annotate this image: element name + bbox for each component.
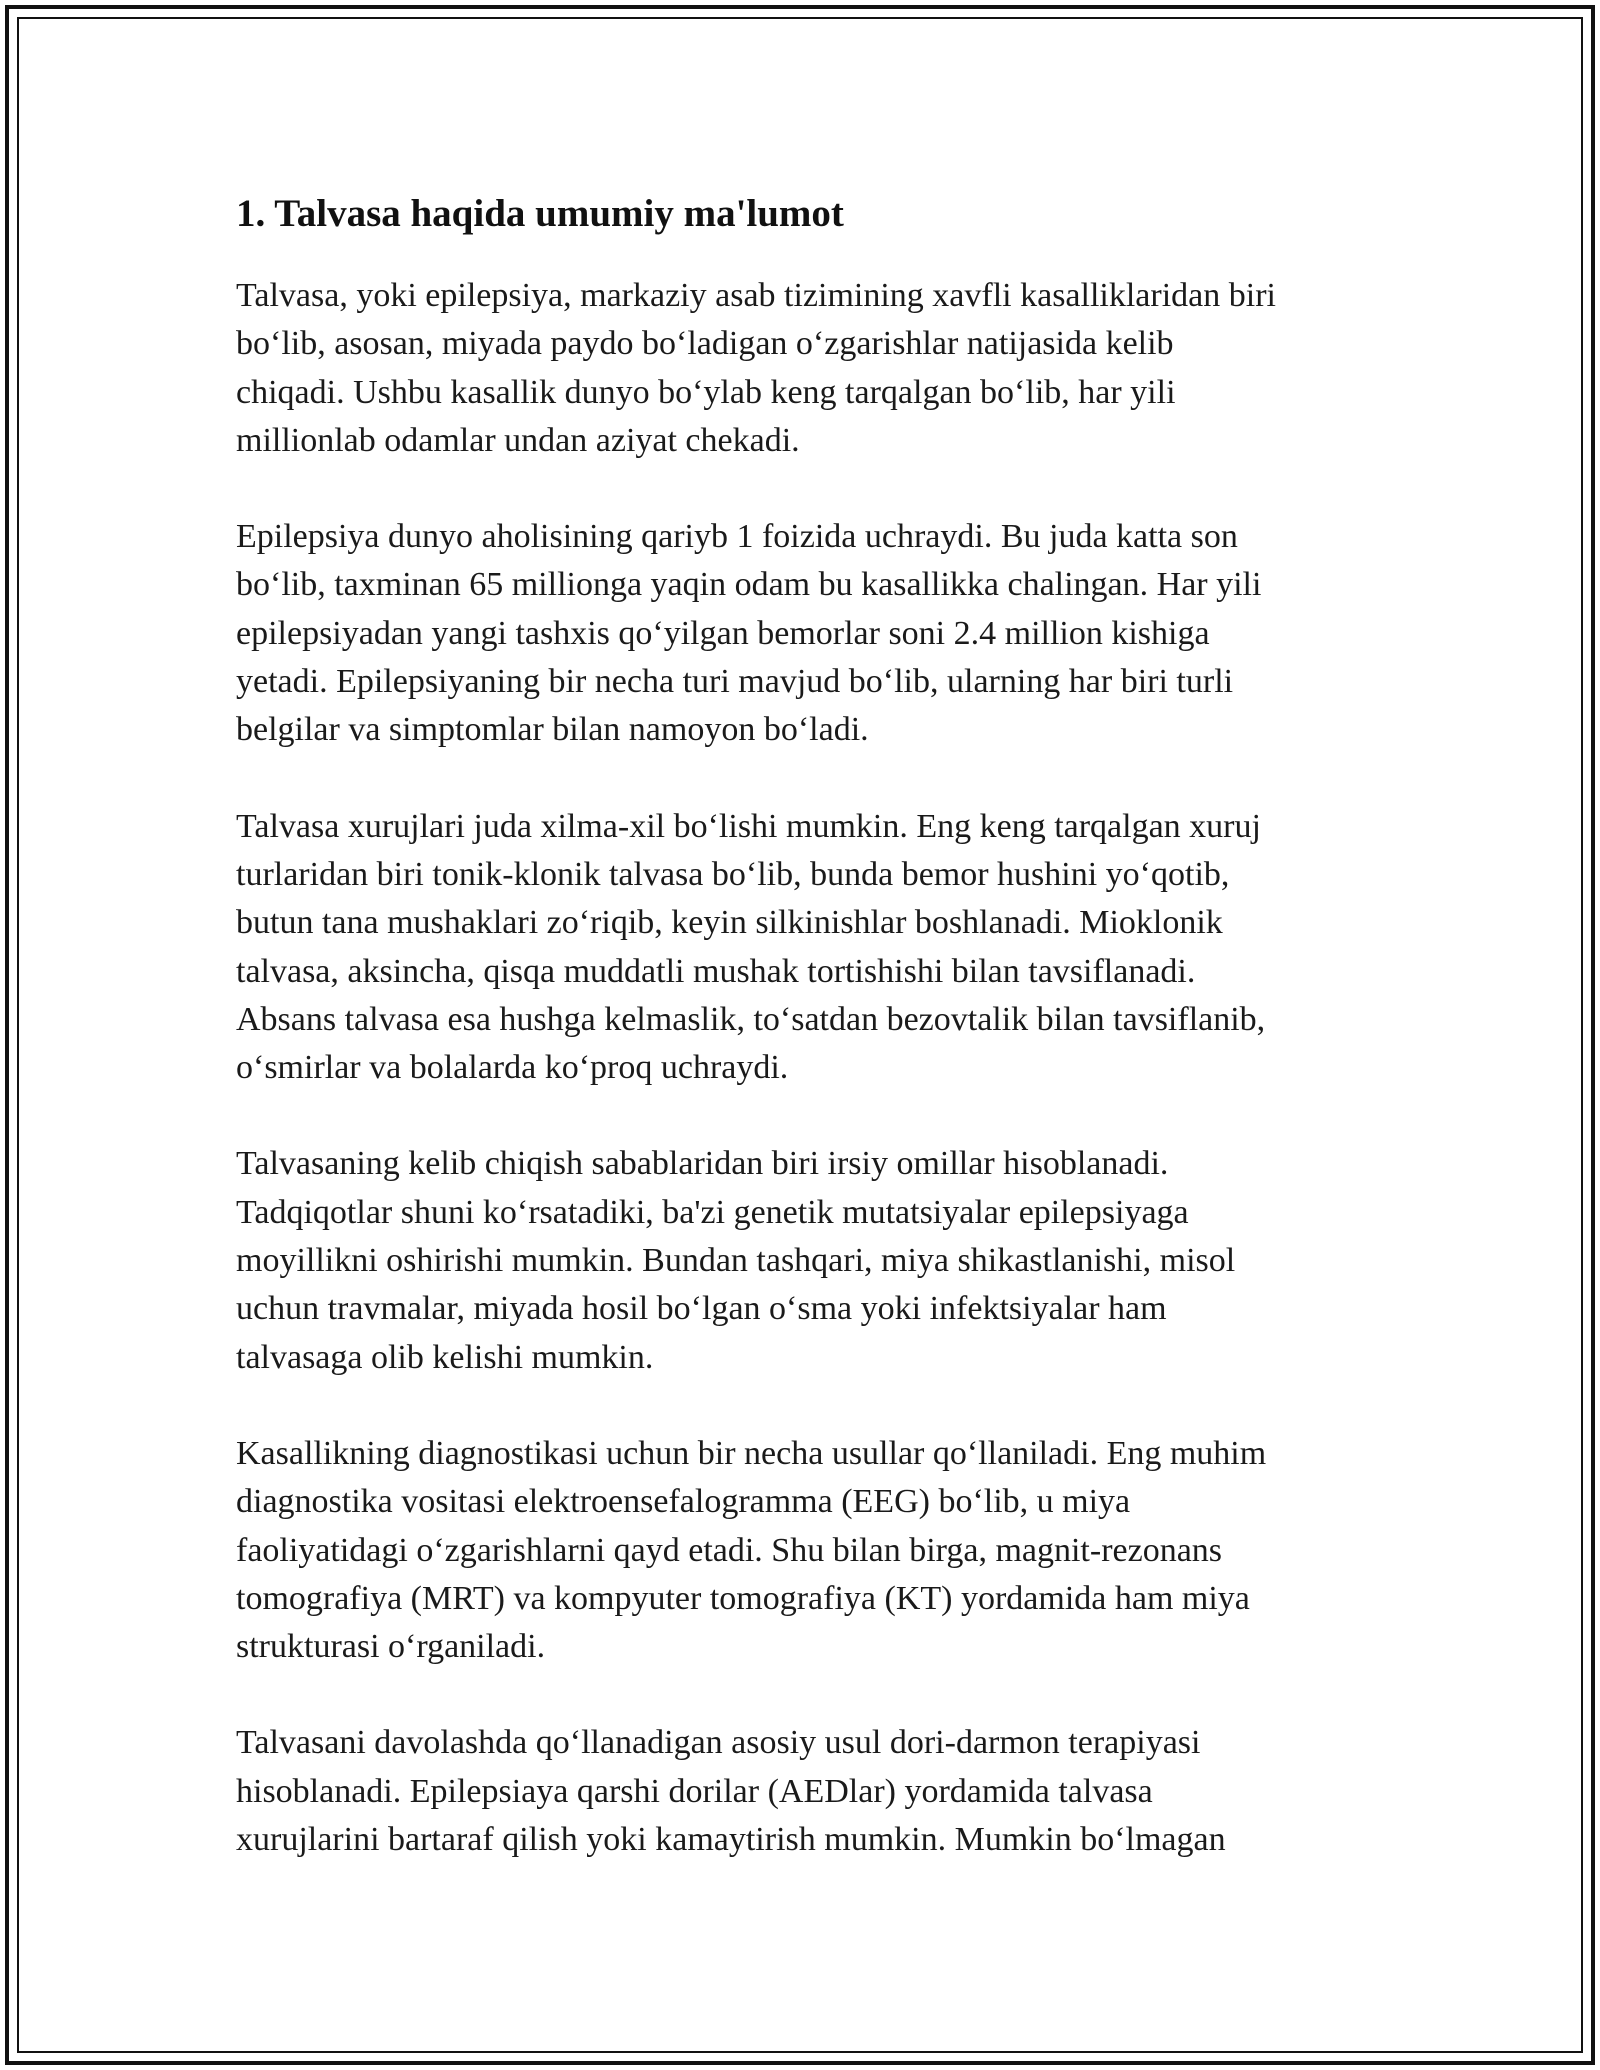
paragraph-line: Absans talvasa esa hushga kelmaslik, to‘satdan bezovtalik bilan tavsiflanib,: [236, 1000, 1266, 1038]
paragraph-1: [236, 272, 1376, 465]
paragraph-line: millionlab odamlar undan aziyat chekadi.: [236, 421, 800, 459]
paragraph-line: Talvasaning kelib chiqish sabablaridan biri irsiy omillar hisoblanadi.: [236, 1145, 1169, 1183]
paragraph-line: strukturasi o‘rganiladi.: [236, 1628, 546, 1666]
paragraph-line: Talvasa, yoki epilepsiya, markaziy asab tizimining xavfli kasalliklaridan biri: [236, 277, 1276, 314]
paragraph-line: moyillikni oshirishi mumkin. Bundan tashqari, miya shikastlanishi, misol: [236, 1242, 1236, 1280]
paragraph-line: Talvasa xurujlari juda xilma-xil bo‘lishi mumkin. Eng keng tarqalgan xuruj: [236, 807, 1261, 845]
paragraph-line: bo‘lib, taxminan 65 millionga yaqin odam bu kasallikka chalingan. Har yili: [236, 566, 1262, 604]
paragraph-6: [236, 1719, 1376, 1864]
paragraph-line: chiqadi. Ushbu kasallik dunyo bo‘ylab keng tarqalgan bo‘lib, har yili: [236, 373, 1176, 411]
paragraph-4: [236, 1140, 1376, 1381]
paragraph-line: diagnostika vositasi elektroensefalogramma (EEG) bo‘lib, u miya: [236, 1483, 1131, 1521]
paragraph-2: [236, 513, 1376, 754]
paragraph-line: tomografiya (MRT) va kompyuter tomografiya (KT) yordamida ham miya: [236, 1579, 1250, 1617]
paragraph-line: Tadqiqotlar shuni ko‘rsatadiki, ba'zi genetik mutatsiyalar epilepsiyaga: [236, 1193, 1189, 1231]
paragraph-3: [236, 803, 1376, 1093]
document-body: [236, 186, 1376, 1912]
paragraph-line: talvasa, aksincha, qisqa muddatli mushak tortishishi bilan tavsiflanadi.: [236, 952, 1196, 990]
paragraph-line: Talvasani davolashda qo‘llanadigan asosiy usul dori-darmon terapiyasi: [236, 1724, 1201, 1762]
section-title: 1. Talvasa haqida umumiy ma'lumot: [236, 192, 844, 235]
paragraph-line: Epilepsiya dunyo aholisining qariyb 1 foizida uchraydi. Bu juda katta son: [236, 518, 1238, 556]
paragraph-line: Kasallikning diagnostikasi uchun bir necha usullar qo‘llaniladi. Eng muhim: [236, 1434, 1267, 1472]
paragraph-line: turlaridan biri tonik-klonik talvasa bo‘lib, bunda bemor hushini yo‘qotib,: [236, 855, 1230, 893]
paragraph-line: faoliyatidagi o‘zgarishlarni qayd etadi. Shu bilan birga, magnit-rezonans: [236, 1531, 1223, 1569]
paragraph-line: belgilar va simptomlar bilan namoyon bo‘ladi.: [236, 711, 869, 749]
paragraph-5: [236, 1430, 1376, 1671]
paragraph-line: bo‘lib, asosan, miyada paydo bo‘ladigan o‘zgarishlar natijasida kelib: [236, 325, 1174, 363]
paragraph-line: talvasaga olib kelishi mumkin.: [236, 1338, 654, 1376]
paragraph-line: epilepsiyadan yangi tashxis qo‘yilgan bemorlar soni 2.4 million kishiga: [236, 614, 1210, 652]
paragraph-line: butun tana mushaklari zo‘riqib, keyin silkinishlar boshlanadi. Mioklonik: [236, 904, 1223, 942]
paragraph-line: yetadi. Epilepsiyaning bir necha turi mavjud bo‘lib, ularning har biri turli: [236, 663, 1234, 701]
paragraph-line: hisoblanadi. Epilepsiaya qarshi dorilar (AEDlar) yordamida talvasa: [236, 1772, 1153, 1810]
paragraph-line: xurujlarini bartaraf qilish yoki kamaytirish mumkin. Mumkin bo‘lmagan: [236, 1821, 1226, 1859]
paragraph-line: uchun travmalar, miyada hosil bo‘lgan o‘sma yoki infektsiyalar ham: [236, 1290, 1167, 1328]
paragraph-line: o‘smirlar va bolalarda ko‘proq uchraydi.: [236, 1049, 789, 1087]
